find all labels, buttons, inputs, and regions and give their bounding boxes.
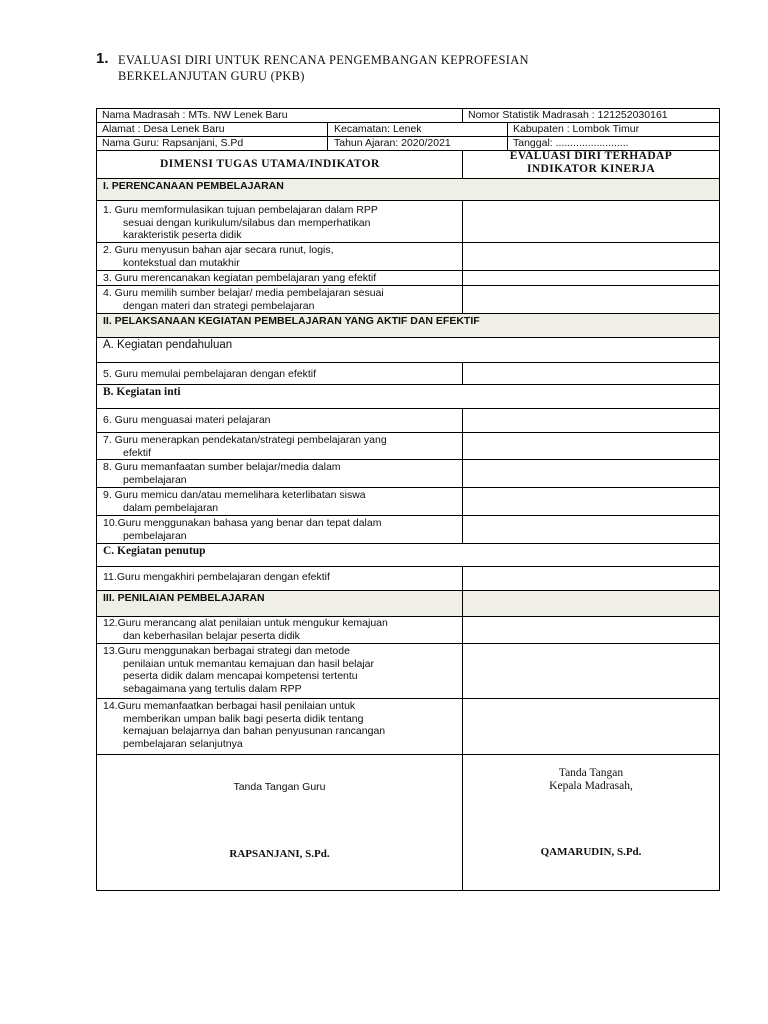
column-header-indikator: DIMENSI TUGAS UTAMA/INDIKATOR (160, 158, 380, 170)
signature-kepala-name: QAMARUDIN, S.Pd. (540, 846, 642, 858)
heading-title-line2: BERKELANJUTAN GURU (PKB) (118, 69, 305, 83)
signature-guru-label: Tanda Tangan Guru (233, 781, 326, 793)
signature-kepala-label (463, 767, 719, 793)
indicator-item-7: 7. Guru menerapkan pendekatan/strategi pembelajaran yang efektif (103, 434, 387, 459)
indicator-item-8: 8. Guru memanfaatan sumber belajar/media dalam pembelajaran (103, 461, 341, 486)
indicator-item-5: 5. Guru memulai pembelajaran dengan efektif (103, 368, 317, 380)
indicator-item-1: 1. Guru memformulasikan tujuan pembelajaran dalam RPP sesuai dengan kurikulum/silabus dan memperhatikan karakteristik peserta didik (103, 204, 378, 241)
indicator-item-14: 14.Guru memanfaatkan berbagai hasil penilaian untuk memberikan umpan balik bagi peserta didik tentang kemajuan belajarnya dan bahan penyusunan rancangan pembelajaran selanjutnya (103, 700, 386, 750)
section-penilaian: III. PENILAIAN PEMBELAJARAN (103, 592, 265, 604)
subsection-pendahuluan: A. Kegiatan pendahuluan (103, 339, 233, 351)
subsection-penutup: C. Kegiatan penutup (103, 545, 206, 557)
indicator-item-10: 10.Guru menggunakan bahasa yang benar dan tepat dalam pembelajaran (103, 517, 382, 542)
info-kecamatan: Kecamatan: Lenek (334, 123, 422, 135)
info-madrasah: Nama Madrasah : MTs. NW Lenek Baru (102, 109, 288, 121)
signature-kepala-label-line1: Tanda Tangan (558, 767, 624, 779)
info-guru: Nama Guru: Rapsanjani, S.Pd (102, 137, 244, 149)
info-nsm: Nomor Statistik Madrasah : 121252030161 (468, 109, 668, 121)
indicator-item-3: 3. Guru merencanakan kegiatan pembelajaran yang efektif (103, 272, 377, 284)
indicator-item-13: 13.Guru menggunakan berbagai strategi dan metode penilaian untuk memantau kemajuan dan hasil belajar peserta didik dalam mencapai kompetensi tertentu sebagaimana yang tertulis dalam RPP (103, 645, 374, 695)
info-alamat: Alamat : Desa Lenek Baru (102, 123, 225, 135)
heading-title (118, 52, 658, 84)
info-tahun: Tahun Ajaran: 2020/2021 (334, 137, 451, 149)
heading-title-line1: EVALUASI DIRI UNTUK RENCANA PENGEMBANGAN KEPROFESIAN (118, 53, 529, 67)
indicator-item-4: 4. Guru memilih sumber belajar/ media pembelajaran sesuai dengan materi dan strategi pembelajaran (103, 287, 384, 312)
indicator-item-11: 11.Guru mengakhiri pembelajaran dengan efektif (103, 571, 330, 583)
section-pelaksanaan: II. PELAKSANAAN KEGIATAN PEMBELAJARAN YANG AKTIF DAN EFEKTIF (103, 315, 480, 327)
indicator-item-6: 6. Guru menguasai materi pelajaran (103, 414, 271, 426)
indicator-item-9: 9. Guru memicu dan/atau memelihara keterlibatan siswa dalam pembelajaran (103, 489, 366, 514)
signature-kepala-label-line2: Kepala Madrasah, (549, 780, 633, 792)
signature-guru-name: RAPSANJANI, S.Pd. (229, 848, 330, 860)
column-header-evaluasi-line1: EVALUASI DIRI TERHADAP (509, 150, 673, 162)
info-kabupaten: Kabupaten : Lombok Timur (513, 123, 640, 135)
section-perencanaan: I. PERENCANAAN PEMBELAJARAN (103, 180, 284, 192)
heading-number: 1. (96, 50, 109, 67)
indicator-item-2: 2. Guru menyusun bahan ajar secara runut, logis, kontekstual dan mutakhir (103, 244, 334, 269)
indicator-item-12: 12.Guru merancang alat penilaian untuk mengukur kemajuan dan keberhasilan belajar peserta didik (103, 617, 388, 642)
column-header-evaluasi-line2: INDIKATOR KINERJA (526, 163, 656, 175)
column-header-evaluasi (463, 150, 719, 176)
subsection-inti: B. Kegiatan inti (103, 386, 181, 398)
info-tanggal: Tanggal: ......................... (513, 137, 629, 149)
